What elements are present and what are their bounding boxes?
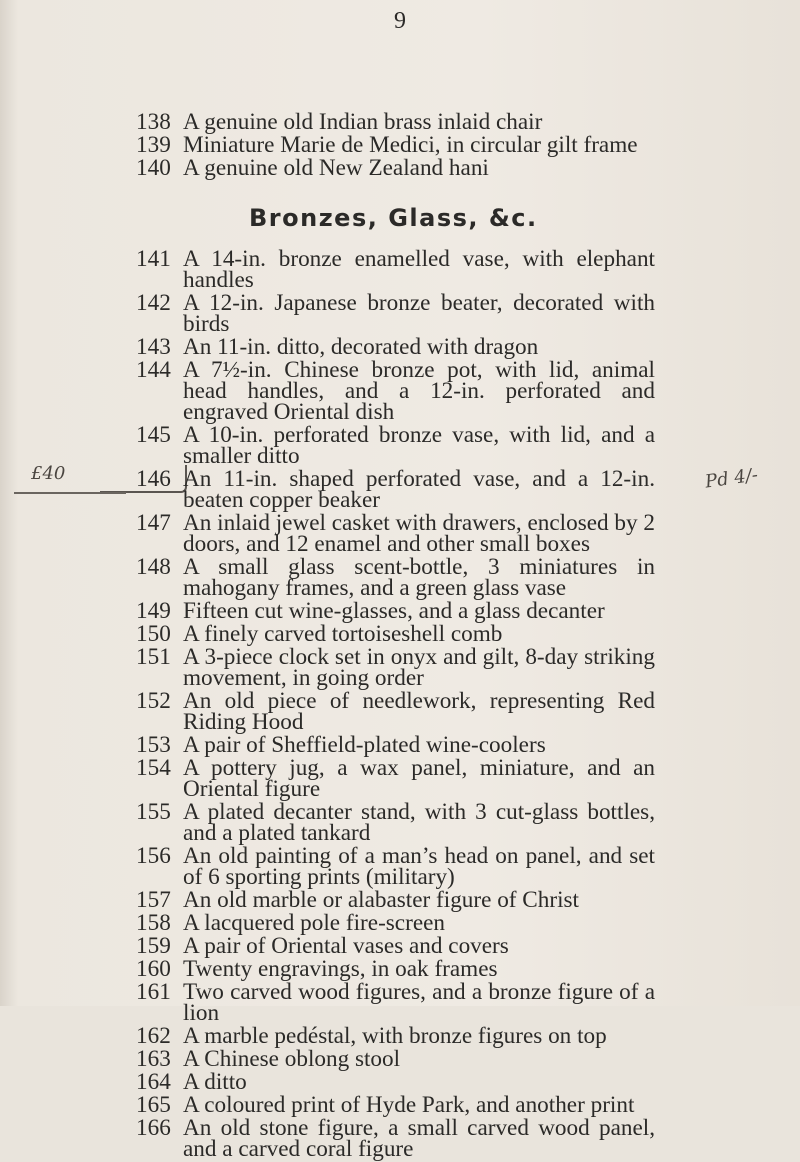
lot-description: A marble pedéstal, with bronze figures on top	[183, 1023, 607, 1049]
list-item	[0, 357, 800, 425]
list-item	[0, 155, 800, 181]
lot-description: Twenty engravings, in oak frames	[183, 956, 498, 982]
lot-description: Two carved wood figures, and a bronze figure of a lion	[183, 979, 655, 1026]
list-item	[0, 109, 800, 135]
list-item	[0, 688, 800, 735]
lot-description: Fifteen cut wine-glasses, and a glass decanter	[183, 598, 605, 624]
lot-number: 150	[136, 621, 171, 647]
lot-description: An old stone figure, a small carved wood panel, and a carved coral figure	[183, 1115, 655, 1162]
lot-number: 153	[136, 732, 171, 758]
lot-number: 165	[136, 1092, 171, 1118]
lot-description: Miniature Marie de Medici, in circular gilt frame	[183, 132, 638, 158]
lot-number: 154	[136, 755, 171, 781]
list-item	[0, 510, 800, 557]
lot-number: 151	[136, 644, 171, 670]
lot-number: 147	[136, 510, 171, 536]
list-item	[0, 644, 800, 691]
list-item	[0, 554, 800, 601]
lot-number: 160	[136, 956, 171, 982]
lot-number: 144	[136, 357, 171, 383]
lot-number: 163	[136, 1046, 171, 1072]
list-item	[0, 755, 800, 802]
list-item	[0, 956, 800, 982]
lot-description: A genuine old Indian brass inlaid chair	[183, 109, 543, 135]
lot-description: A ditto	[183, 1069, 247, 1095]
lot-description: A 3-piece clock set in onyx and gilt, 8-day striking movement, in going order	[183, 644, 655, 691]
lot-description: A lacquered pole fire-screen	[183, 910, 446, 936]
list-item	[0, 422, 800, 469]
lot-description: An old piece of needlework, representing Red Riding Hood	[183, 688, 655, 735]
lot-number: 164	[136, 1069, 171, 1095]
lot-number: 158	[136, 910, 171, 936]
lot-number: 143	[136, 334, 171, 360]
handwritten-note-right: Pd 4/-	[703, 464, 760, 493]
lot-description: A small glass scent-bottle, 3 miniatures in mahogany frames, and a green glass vase	[183, 554, 655, 601]
list-item	[0, 1092, 800, 1118]
list-item	[0, 910, 800, 936]
lot-number: 142	[136, 290, 171, 316]
lot-number: 156	[136, 843, 171, 869]
lot-number: 157	[136, 887, 171, 913]
lot-number: 140	[136, 155, 171, 181]
lot-number: 139	[136, 132, 171, 158]
list-item	[0, 843, 800, 890]
lot-number: 152	[136, 688, 171, 714]
list-item	[0, 246, 800, 293]
lot-number: 162	[136, 1023, 171, 1049]
lot-number: 141	[136, 246, 171, 272]
lot-number: 166	[136, 1115, 171, 1141]
lot-description: A pair of Oriental vases and covers	[183, 933, 509, 959]
lot-description: A coloured print of Hyde Park, and another print	[183, 1092, 635, 1118]
list-item	[0, 132, 800, 158]
list-item	[0, 334, 800, 360]
section-heading: Bronzes, Glass, &c.	[249, 204, 538, 232]
page-number: 9	[394, 8, 406, 34]
lot-description: An inlaid jewel casket with drawers, enclosed by 2 doors, and 12 enamel and other small boxes	[183, 510, 655, 557]
list-item	[0, 1023, 800, 1049]
list-item	[0, 1046, 800, 1072]
lot-number: 146	[136, 466, 171, 492]
list-item	[0, 732, 800, 758]
lot-description: A Chinese oblong stool	[183, 1046, 401, 1072]
lot-number: 138	[136, 109, 171, 135]
section-lot-list	[0, 246, 800, 1162]
lot-number: 145	[136, 422, 171, 448]
lot-description: An 11-in. ditto, decorated with dragon	[183, 334, 539, 360]
lot-list	[0, 109, 800, 1162]
lot-number: 159	[136, 933, 171, 959]
lot-description: An old painting of a man’s head on panel, and set of 6 sporting prints (military)	[183, 843, 655, 890]
list-item	[0, 887, 800, 913]
lot-description: A genuine old New Zealand hani	[183, 155, 489, 181]
list-item	[0, 1115, 800, 1162]
lot-description: A pottery jug, a wax panel, miniature, and an Oriental figure	[183, 755, 655, 802]
list-item	[0, 933, 800, 959]
list-item	[0, 621, 800, 647]
lot-description: A 14-in. bronze enamelled vase, with elephant handles	[183, 246, 655, 293]
lot-description: A pair of Sheffield-plated wine-coolers	[183, 732, 546, 758]
lot-description: A plated decanter stand, with 3 cut-glass bottles, and a plated tankard	[183, 799, 655, 846]
lot-description: A 12-in. Japanese bronze beater, decorated with birds	[183, 290, 655, 337]
lot-description: A 10-in. perforated bronze vase, with lid, and a smaller ditto	[183, 422, 655, 469]
list-item	[0, 979, 800, 1026]
list-item	[0, 290, 800, 337]
lot-number: 161	[136, 979, 171, 1005]
lot-description: An 11-in. shaped perforated vase, and a 12-in. beaten copper beaker	[183, 466, 655, 513]
lot-number: 155	[136, 799, 171, 825]
list-item	[0, 799, 800, 846]
list-item	[0, 1069, 800, 1095]
lot-description: A finely carved tortoiseshell comb	[183, 621, 503, 647]
lot-description: A 7½-in. Chinese bronze pot, with lid, animal head handles, and a 12-in. perforated and engraved Oriental dish	[183, 357, 655, 425]
lot-number: 148	[136, 554, 171, 580]
lot-number: 149	[136, 598, 171, 624]
list-item	[0, 598, 800, 624]
handwritten-price-left: £40	[31, 463, 66, 484]
list-item	[0, 466, 800, 513]
lot-description: An old marble or alabaster figure of Christ	[183, 887, 579, 913]
